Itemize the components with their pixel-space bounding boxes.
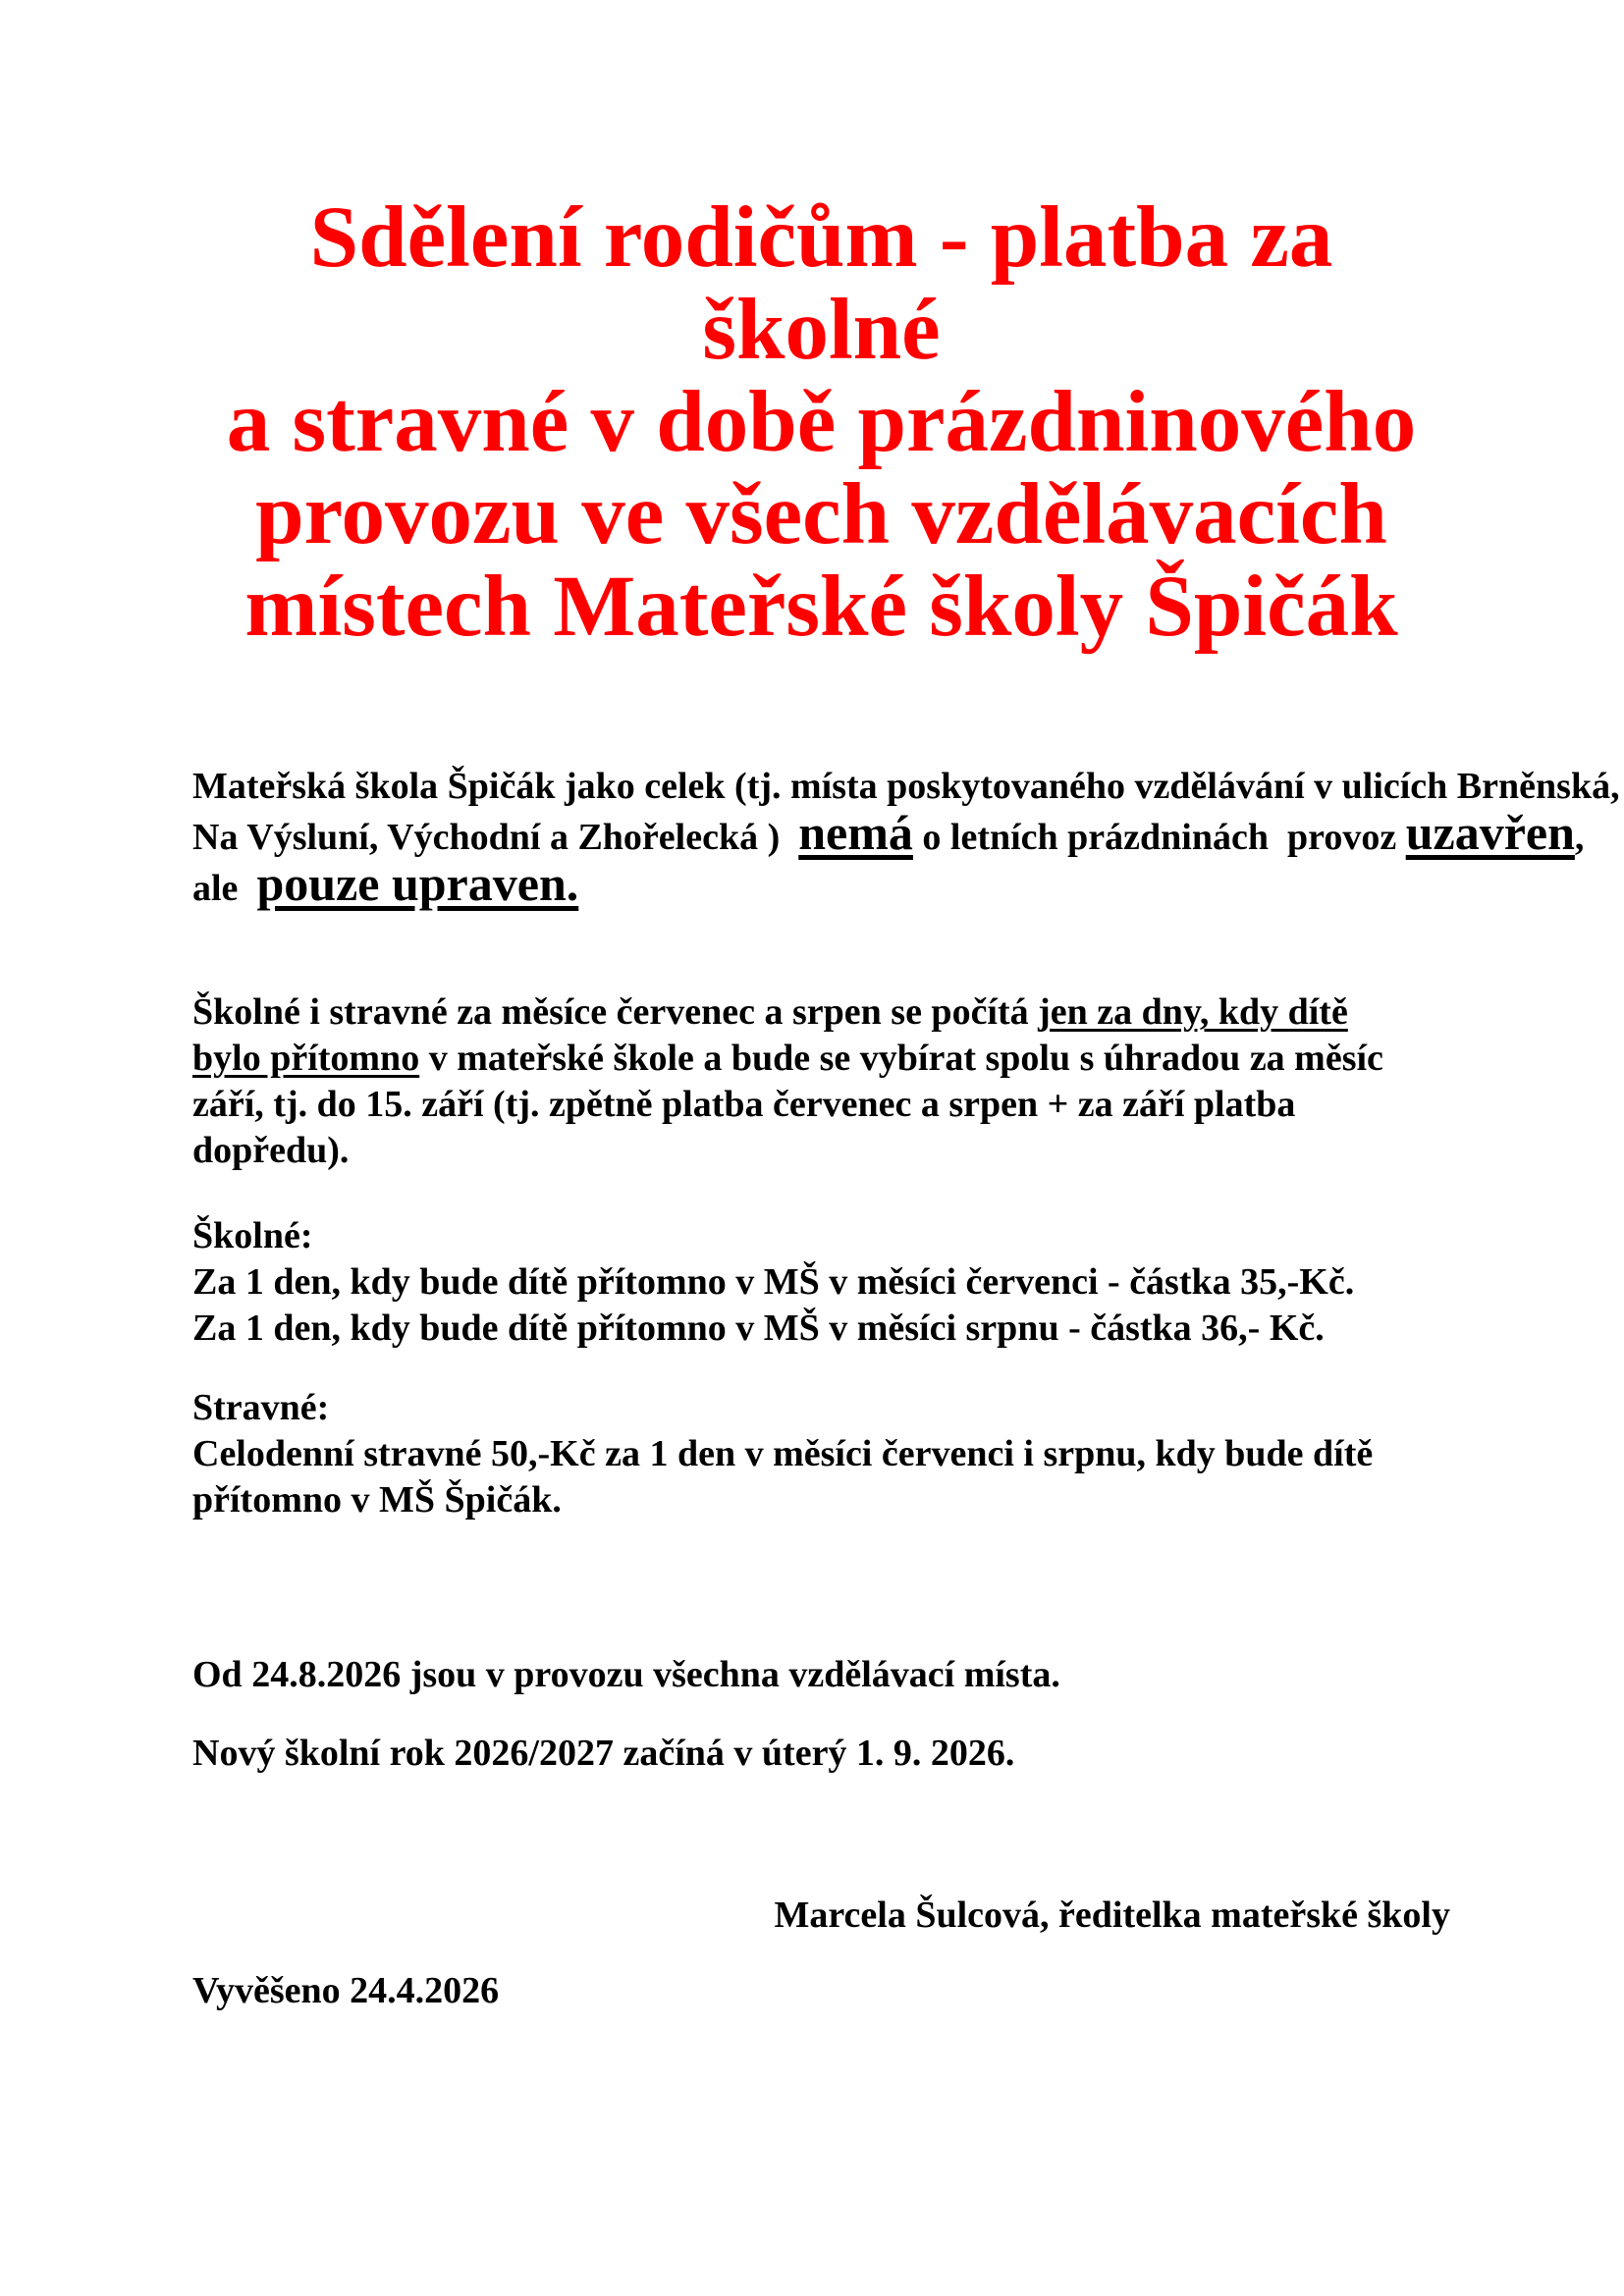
body-text-run: Mateřská škola Špičák jako celek (tj. místa poskytovaného vzdělávání v ulicích Brněnská, (192, 766, 1620, 807)
paragraph-skolne-fees (192, 1213, 1450, 1352)
emphasis-underlined-text: pouze upraven. (256, 856, 579, 911)
title-line-3: provozu ve všech vzdělávacích (255, 466, 1387, 562)
body-text-run: Školné: (192, 1215, 313, 1256)
body-text-run: Školné i stravné za měsíce červenec a srpen se počítá (192, 991, 1039, 1033)
body-text-run: Stravné: (192, 1387, 330, 1428)
title-line-2: a stravné v době prázdninového (226, 374, 1417, 470)
body-text-run: ale (192, 868, 257, 909)
emphasis-underlined-text: bylo přítomno (192, 1038, 420, 1079)
signature-line: Marcela Šulcová, ředitelka mateřské školy (774, 1895, 1450, 1936)
body-text-run: v mateřské škole a bude se vybírat spolu s úhradou za měsíc (419, 1038, 1383, 1079)
paragraph-new-school-year: Nový školní rok 2026/2027 začíná v úterý 1. 9. 2026. (192, 1733, 1015, 1774)
emphasis-underlined-text: nemá (798, 805, 913, 860)
emphasis-underlined-text: jen za dny, kdy dítě (1038, 991, 1348, 1033)
body-text-run: dopředu). (192, 1130, 350, 1171)
body-text-run: Na Výsluní, Východní a Zhořelecká ) (192, 817, 799, 858)
body-text-run: o letních prázdninách provoz (912, 817, 1406, 858)
paragraph-intro (192, 764, 1620, 912)
body-text-run: Za 1 den, kdy bude dítě přítomno v MŠ v měsíci červenci - částka 35,-Kč. (192, 1261, 1355, 1303)
paragraph-operation-date: Od 24.8.2026 jsou v provozu všechna vzdělávací místa. (192, 1654, 1060, 1695)
posted-date-line: Vyvěšeno 24.4.2026 (192, 1970, 500, 2011)
body-text-run: Za 1 den, kdy bude dítě přítomno v MŠ v měsíci srpnu - částka 36,- Kč. (192, 1308, 1325, 1349)
paragraph-payment-rules (192, 989, 1450, 1174)
paragraph-stravne-fees (192, 1385, 1450, 1523)
title-line-1: Sdělení rodičům - platba za školné (309, 189, 1333, 378)
body-text-run: září, tj. do 15. září (tj. zpětně platba červenec a srpen + za září platba (192, 1084, 1296, 1125)
title-line-4: místech Mateřské školy Špičák (244, 559, 1398, 655)
body-text-run: Celodenní stravné 50,-Kč za 1 den v měsíci červenci i srpnu, kdy bude dítě (192, 1433, 1374, 1474)
emphasis-underlined-text: uzavřen (1405, 805, 1575, 860)
body-text-run: , (1574, 817, 1585, 858)
notice-title (192, 191, 1450, 653)
body-text-run: přítomno v MŠ Špičák. (192, 1479, 562, 1521)
